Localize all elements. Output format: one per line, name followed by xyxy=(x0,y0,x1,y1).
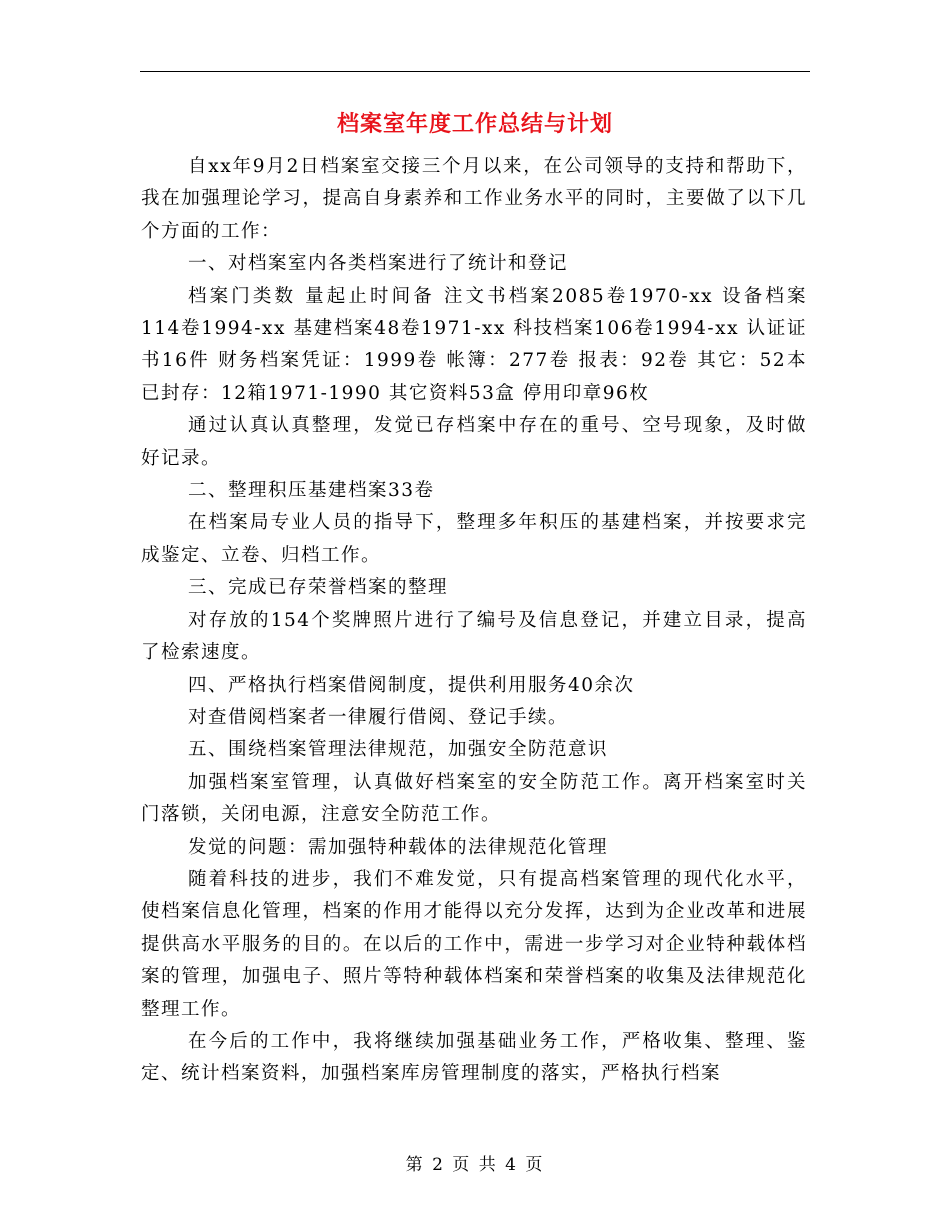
section-heading-1: 一、对档案室内各类档案进行了统计和登记 xyxy=(188,253,569,275)
section-heading-3: 三、完成已存荣誉档案的整理 xyxy=(188,577,449,599)
page-footer: 第 2 页 共 4 页 xyxy=(405,1155,545,1175)
document-body xyxy=(141,151,807,1091)
section-heading-4: 四、严格执行档案借阅制度，提供利用服务40余次 xyxy=(188,674,635,696)
paragraph-modernization: 随着科技的进步，我们不难发觉，只有提高档案管理的现代化水平，使档案信息化管理，档案的作用才能得以充分发挥，达到为企业改革和进展提供高水平服务的目的。在以后的工作中，需进一步学习对企业特种载体档案的管理，加强电子、照片等特种载体档案和荣誉档案的收集及法律规范化整理工作。 xyxy=(141,868,807,1020)
paragraph-archive-stats: 档案门类数 量起止时间备 注文书档案2085卷1970-xx 设备档案114卷1994-xx 基建档案48卷1971-xx 科技档案106卷1994-xx 认证证书16件 财务档案凭证：1999卷 帐簿：277卷 报表：92卷 其它：52本 已封存：12箱1971-1990 其它资料53盒 停用印章96枚 xyxy=(141,285,807,404)
paragraph-honors: 对存放的154个奖牌照片进行了编号及信息登记，并建立目录，提高了检索速度。 xyxy=(141,609,807,664)
section-heading-2: 二、整理积压基建档案33卷 xyxy=(188,480,435,502)
paragraph-future-plan: 在今后的工作中，我将继续加强基础业务工作，严格收集、整理、鉴定、统计档案资料，加强档案库房管理制度的落实，严格执行档案 xyxy=(141,1030,807,1085)
paragraph-construction: 在档案局专业人员的指导下，整理多年积压的基建档案，并按要求完成鉴定、立卷、归档工作。 xyxy=(141,512,807,566)
paragraph-security: 加强档案室管理，认真做好档案室的安全防范工作。离开档案室时关门落锁，关闭电源，注意安全防范工作。 xyxy=(141,771,807,826)
section-heading-5: 五、围绕档案管理法律规范，加强安全防范意识 xyxy=(188,739,609,761)
paragraph-intro: 自xx年9月2日档案室交接三个月以来，在公司领导的支持和帮助下，我在加强理论学习，提高自身素养和工作业务水平的同时，主要做了以下几个方面的工作： xyxy=(141,156,807,242)
header-rule xyxy=(140,71,810,72)
paragraph-review: 通过认真认真整理，发觉已存档案中存在的重号、空号现象，及时做好记录。 xyxy=(141,415,807,469)
paragraph-borrowing: 对查借阅档案者一律履行借阅、登记手续。 xyxy=(188,706,569,728)
problem-heading: 发觉的问题：需加强特种载体的法律规范化管理 xyxy=(188,836,609,858)
document-title: 档案室年度工作总结与计划 xyxy=(336,111,613,137)
